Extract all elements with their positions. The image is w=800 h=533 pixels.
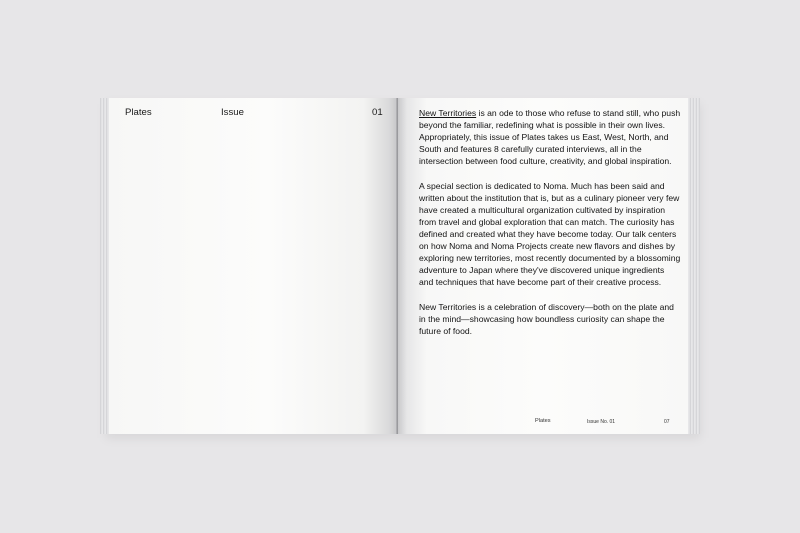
left-page bbox=[109, 98, 398, 434]
article-body bbox=[419, 107, 681, 349]
footer-page-number: 07 bbox=[664, 419, 670, 425]
intro-highlight: New Territories bbox=[419, 108, 477, 118]
paragraph-noma: A special section is dedicated to Noma. Much has been said and written about the institution that is, but as a culinary pioneer very few have created a multicultural organization cultivated by inspiration from travel and global exploration that can match. The curiosity has defined and created what they have become today. Our talk centers on how Noma and Noma Projects create new flavors and dishes by exploring new territories, most recently documented by a blossoming adventure to Japan where they've discovered unique ingredients and techniques that have become part of their creative process. bbox=[419, 180, 681, 288]
header-magazine-title: Plates bbox=[125, 107, 152, 118]
footer-issue: Issue No. 01 bbox=[587, 419, 616, 425]
header-issue-number: 01 bbox=[372, 107, 383, 118]
footer-magazine-title: Plates bbox=[535, 418, 551, 424]
header-issue-label: Issue bbox=[221, 107, 244, 118]
right-page bbox=[398, 98, 688, 434]
intro-text: is an ode to those who refuse to stand still, who push beyond the familiar, redefining what is possible in their own lives. Appropriately, this issue of Plates takes us East, West, North, and South and features 8 carefully curated interviews, all in the intersection between food culture, creativity, and global inspiration. bbox=[419, 108, 681, 167]
paragraph-intro bbox=[419, 107, 681, 167]
paragraph-closing: New Territories is a celebration of discovery—both on the plate and in the mind—showcasing how boundless curiosity can shape the future of food. bbox=[419, 301, 674, 336]
right-page-edges bbox=[688, 98, 700, 434]
open-magazine bbox=[100, 98, 700, 434]
